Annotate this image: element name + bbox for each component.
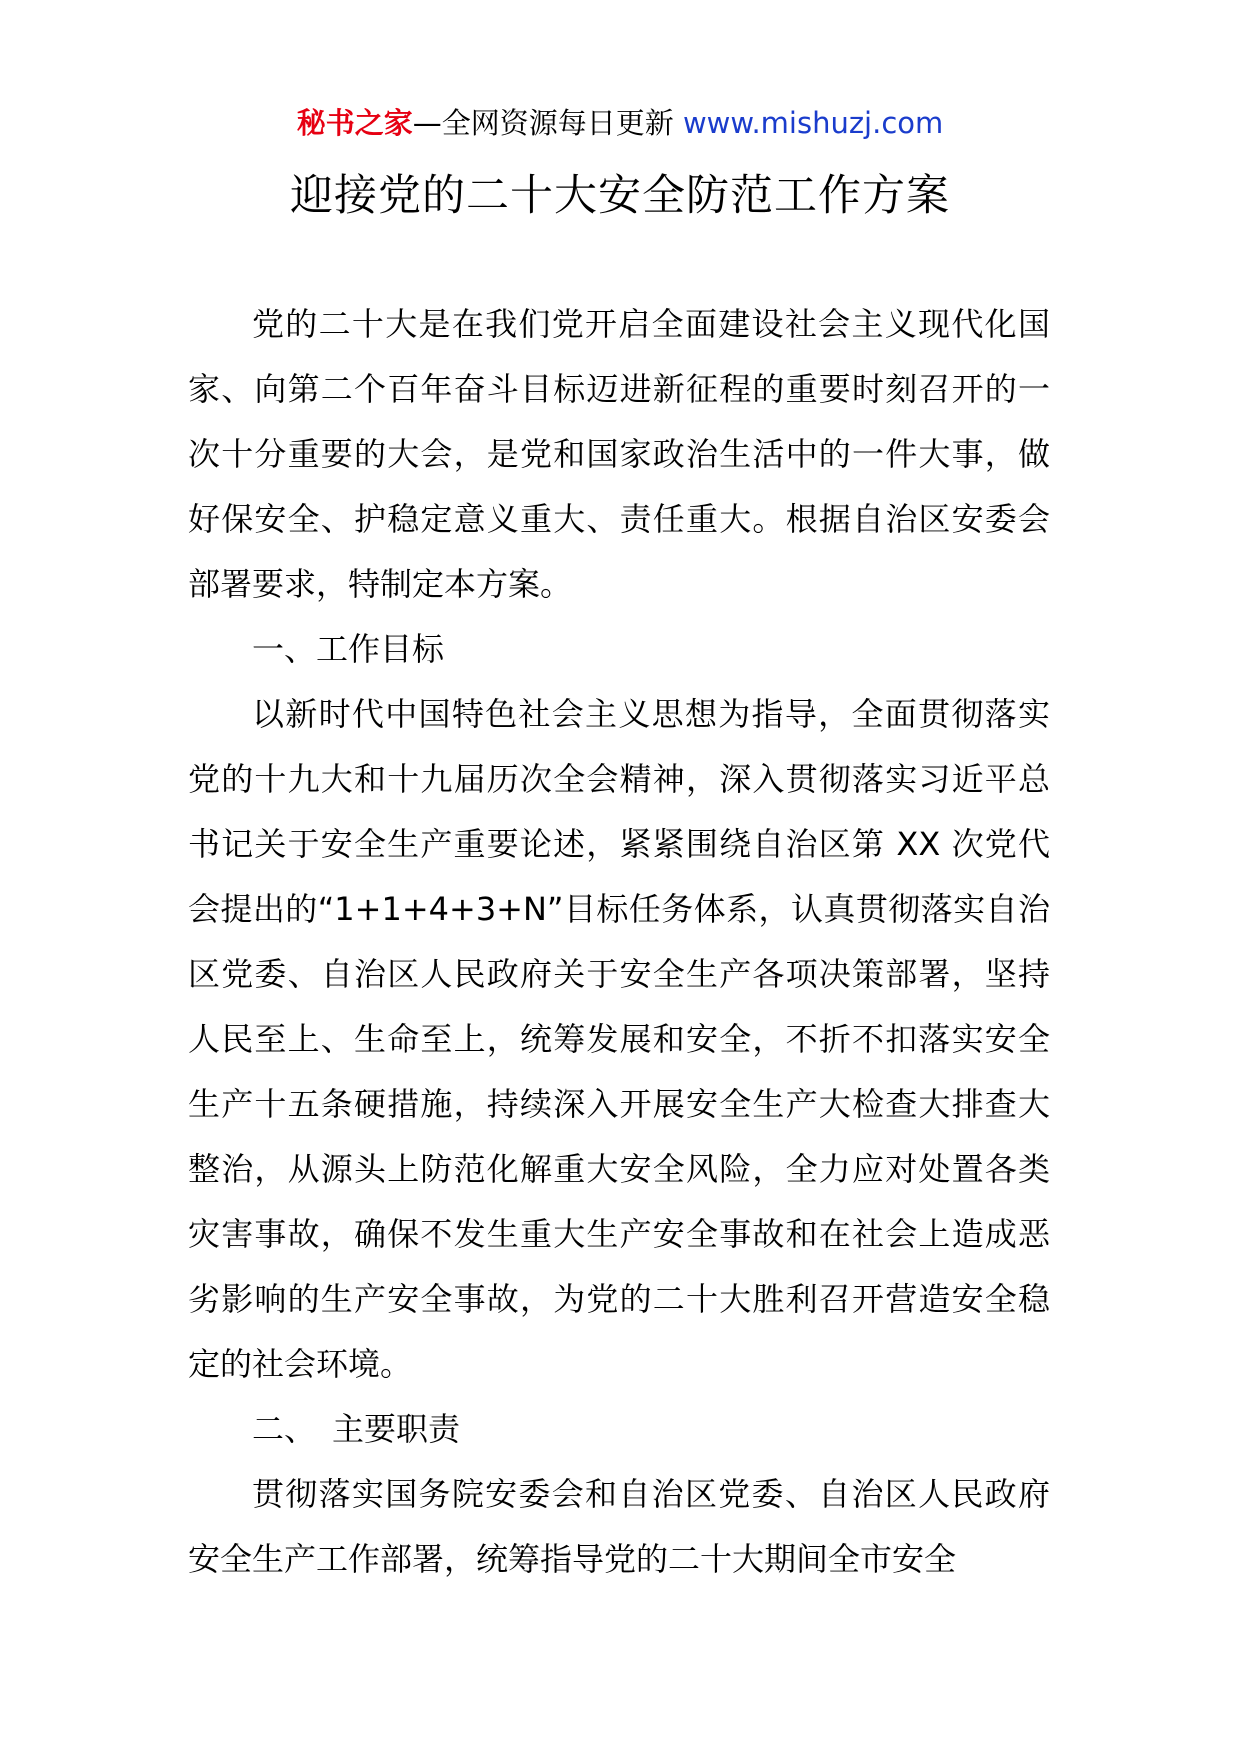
paragraph-duties: 贯彻落实国务院安委会和自治区党委、自治区人民政府安全生产工作部署，统筹指导党的二十大期间全市安全 (188, 1475, 1050, 1578)
header-slogan: —全网资源每日更新 (412, 106, 674, 140)
brand-name: 秘书之家 (296, 106, 413, 140)
document-body (188, 292, 1050, 1592)
section-heading-duties: 二、 主要职责 (252, 1410, 461, 1448)
site-header (0, 103, 1240, 143)
document-title: 迎接党的二十大安全防范工作方案 (290, 171, 950, 221)
section-heading-goals: 一、工作目标 (252, 630, 445, 668)
paragraph-intro: 党的二十大是在我们党开启全面建设社会主义现代化国家、向第二个百年奋斗目标迈进新征程的重要时刻召开的一次十分重要的大会，是党和国家政治生活中的一件大事，做好保安全、护稳定意义重大、责任重大。根据自治区安委会部署要求，特制定本方案。 (188, 305, 1050, 603)
paragraph-goals: 以新时代中国特色社会主义思想为指导，全面贯彻落实党的十九大和十九届历次全会精神，深入贯彻落实习近平总书记关于安全生产重要论述，紧紧围绕自治区第 XX 次党代会提出的“1+1+4+3+N”目标任务体系，认真贯彻落实自治区党委、自治区人民政府关于安全生产各项决策部署，坚持人民至上、生命至上，统筹发展和安全，不折不扣落实安全生产十五条硬措施，持续深入开展安全生产大检查大排查大整治，从源头上防范化解重大安全风险，全力应对处置各类灾害事故，确保不发生重大生产安全事故和在社会上造成恶劣影响的生产安全事故，为党的二十大胜利召开营造安全稳定的社会环境。 (188, 695, 1050, 1383)
site-url[interactable]: www.mishuzj.com (682, 106, 944, 140)
